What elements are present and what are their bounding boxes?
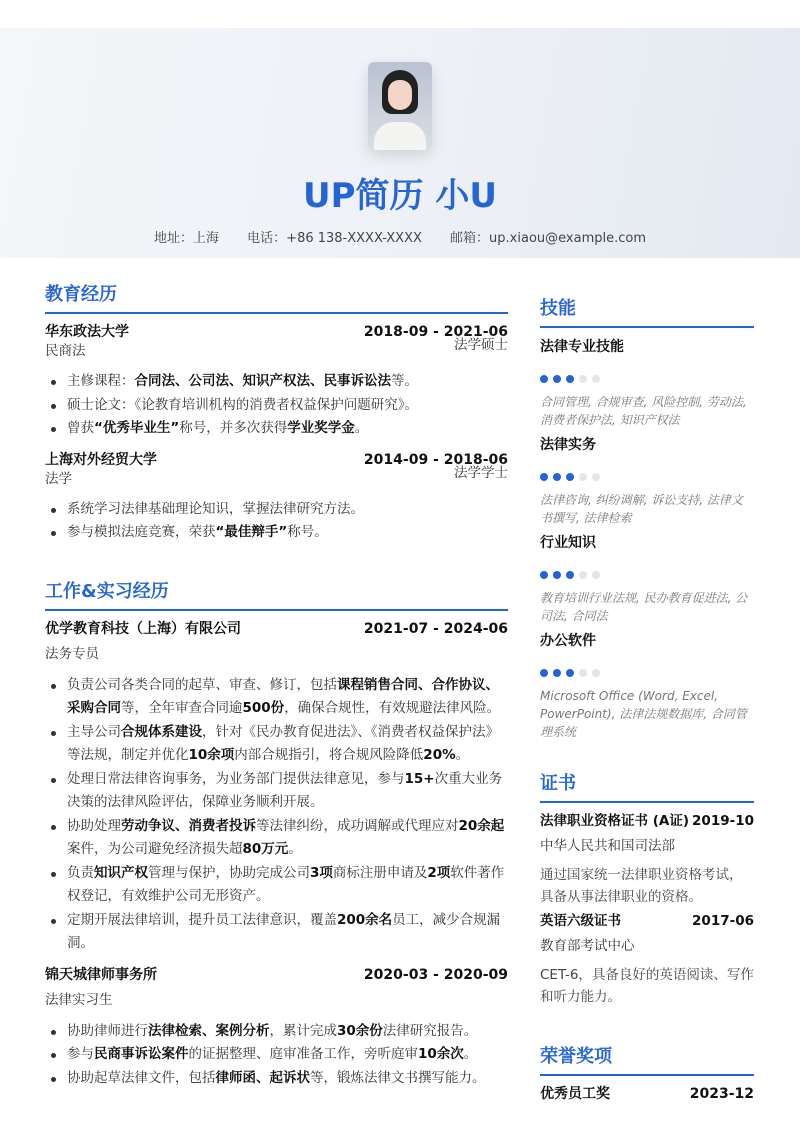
highlight-text: 学业奖学金	[287, 420, 355, 436]
bullet-list	[45, 498, 508, 545]
rating-dot	[540, 571, 548, 579]
education-title: 教育经历	[45, 280, 508, 314]
highlight-text: “优秀毕业生”	[94, 420, 180, 436]
bullet-text: 的证据整理、庭审准备工作，旁听庭审	[188, 1046, 418, 1062]
rating-dot	[553, 375, 561, 383]
certificate-description: CET-6，具备良好的英语阅读、写作和听力能力。	[540, 967, 754, 1005]
rating-dot	[592, 375, 600, 383]
bullet-item	[45, 521, 508, 545]
rating-dot	[579, 669, 587, 677]
certificate-issuer: 教育部考试中心	[540, 938, 635, 954]
rating-dot	[540, 473, 548, 481]
bullet-text: 员工，减少合规漏洞。	[67, 911, 501, 951]
certificate-name: 法律职业资格证书 (A证)	[540, 813, 689, 829]
contact-email: 邮箱：up.xiaou@example.com	[450, 231, 646, 246]
contact-info	[0, 227, 800, 246]
rating-dot	[566, 669, 574, 677]
skill-name: 办公软件	[540, 633, 596, 649]
bullet-text: 等，锻炼法律文书撰写能力。	[310, 1069, 486, 1086]
bullet-text: ，累计完成	[269, 1022, 337, 1039]
contact-address: 地址：上海	[153, 231, 220, 246]
company-name: 优学教育科技（上海）有限公司	[45, 620, 241, 637]
skill-keywords: 教育培训行业法规, 民办教育促进法, 公司法, 合同法	[540, 591, 748, 623]
candidate-name: UP简历 小U	[303, 176, 497, 216]
honors-title: 荣誉奖项	[540, 1042, 754, 1076]
certificate-header	[540, 812, 754, 831]
skill-item	[540, 337, 754, 429]
rating-dot	[553, 571, 561, 579]
rating-dot	[566, 473, 574, 481]
bullet-item	[45, 417, 508, 441]
bullet-item	[45, 1067, 508, 1091]
bullet-item	[45, 394, 508, 418]
bullet-list	[45, 370, 508, 441]
bullet-text: 处理日常法律咨询事务，为业务部门提供法律意见，参与	[67, 770, 405, 787]
bullet-text: 法律研究报告。	[382, 1022, 478, 1039]
certificate-name: 英语六级证书	[540, 913, 621, 929]
bullet-text: 管理与保护，协助完成公司	[148, 864, 310, 881]
rating-dot	[566, 571, 574, 579]
company-name: 锦天城律师事务所	[45, 966, 157, 983]
bullet-item	[45, 909, 508, 956]
skill-level-rating	[540, 473, 754, 481]
bullet-list	[45, 1020, 508, 1091]
date-range: 2014-09 - 2018-06	[363, 451, 508, 468]
highlight-text: 10余项	[188, 747, 235, 763]
highlight-text: 500份	[242, 700, 285, 716]
bullet-item	[45, 1020, 508, 1044]
skill-keywords: Microsoft Office (Word, Excel, PowerPoint), 法律法规数据库, 合同管理系统	[540, 689, 747, 739]
certificate-description: 通过国家统一法律职业资格考试，具备从事法律职业的资格。	[540, 867, 743, 905]
highlight-text: 法律检索、案例分析	[148, 1022, 270, 1039]
bullet-text: ，确保合规性，有效规避法律风险。	[284, 700, 501, 716]
skill-keywords: 合同管理, 合规审查, 风险控制, 劳动法, 消费者保护法, 知识产权法	[540, 395, 747, 427]
school-name: 上海对外经贸大学	[45, 451, 157, 468]
highlight-text: 20%	[423, 747, 456, 763]
education-entry	[45, 323, 508, 441]
highlight-text: 3项	[310, 864, 333, 881]
bullet-text: 称号，并多次获得	[179, 420, 288, 436]
bullet-item	[45, 862, 508, 909]
skills-list	[540, 337, 754, 741]
skill-keywords: 法律咨询, 纠纷调解, 诉讼支持, 法律文书撰写, 法律检索	[540, 493, 743, 525]
bullet-text: 参与	[67, 1046, 94, 1062]
work-entry	[45, 966, 508, 1091]
honors-list	[540, 1085, 754, 1104]
certificates-title: 证书	[540, 769, 754, 803]
bullet-text: 。	[288, 841, 302, 857]
resume-header	[0, 28, 800, 258]
highlight-text: 知识产权	[94, 864, 148, 881]
highlight-text: 课程销售合同、合作协议、采购合同	[67, 676, 499, 716]
profile-photo	[368, 62, 432, 150]
skill-item	[540, 435, 754, 527]
skill-name: 法律实务	[540, 437, 596, 453]
rating-dot	[592, 473, 600, 481]
bullet-text: 。	[455, 747, 470, 763]
skill-level-rating	[540, 375, 754, 383]
rating-dot	[540, 375, 548, 383]
bullet-text: 曾获	[67, 420, 94, 436]
highlight-text: 200余名	[337, 911, 393, 928]
degree: 法学硕士	[454, 337, 508, 353]
rating-dot	[553, 669, 561, 677]
highlight-text: 劳动争议、消费者投诉	[121, 817, 256, 834]
work-entry	[45, 620, 508, 956]
bullet-text: 等法律纠纷，成功调解或代理应对	[256, 817, 459, 834]
certificate-item	[540, 812, 754, 908]
highlight-text: 20余起	[458, 817, 505, 834]
rating-dot	[553, 473, 561, 481]
rating-dot	[566, 375, 574, 383]
main-column	[45, 280, 508, 1100]
bullet-text: 案件，为公司避免经济损失超	[67, 841, 243, 857]
highlight-text: 合同法、公司法、知识产权法、民事诉讼法	[134, 373, 391, 389]
date-range: 2018-09 - 2021-06	[363, 324, 508, 340]
honor-name: 优秀员工奖	[540, 1086, 610, 1102]
bullet-text: 主修课程：	[67, 373, 135, 389]
date-range: 2021-07 - 2024-06	[363, 620, 508, 637]
skill-item	[540, 533, 754, 625]
certificate-date: 2019-10	[692, 813, 754, 829]
bullet-text: 协助处理	[67, 817, 121, 834]
bullet-list	[45, 674, 508, 956]
bullet-text: 等，全年审查合同逾	[121, 700, 243, 716]
certificate-header	[540, 912, 754, 931]
certificate-item	[540, 912, 754, 1008]
education-list	[45, 323, 508, 545]
highlight-text: 30余份	[337, 1022, 383, 1039]
bullet-text: 协助律师进行	[67, 1022, 148, 1039]
bullet-text: 称号。	[287, 524, 328, 540]
bullet-text: 等。	[391, 373, 418, 389]
job-role: 法律实习生	[45, 991, 113, 1008]
bullet-text: 。	[463, 1046, 478, 1062]
degree: 法学学士	[454, 464, 508, 481]
entry-sub	[45, 337, 508, 360]
highlight-text: 80万元	[242, 841, 289, 857]
bullet-item	[45, 498, 508, 522]
rating-dot	[579, 473, 587, 481]
bullet-item	[45, 768, 508, 815]
education-entry	[45, 451, 508, 545]
rating-dot	[540, 669, 548, 677]
bullet-text: 硕士论文：《论教育培训机构的消费者权益保护问题研究》。	[67, 396, 418, 413]
entry-sub	[45, 464, 508, 488]
highlight-text: 律师函、起诉状	[215, 1069, 310, 1086]
bullet-item	[45, 370, 508, 394]
bullet-text: 次重大业务决策的法律风险评估，保障业务顺利开展。	[67, 770, 503, 810]
certificates-list	[540, 812, 754, 1008]
date-range: 2020-03 - 2020-09	[363, 966, 508, 983]
bullet-text: 软件著作权登记，有效维护公司无形资产。	[67, 864, 505, 904]
rating-dot	[579, 571, 587, 579]
bullet-text: 参与模拟法庭竞赛，荣获	[67, 524, 216, 540]
bullet-item	[45, 1043, 508, 1067]
rating-dot	[592, 571, 600, 579]
certificate-issuer: 中华人民共和国司法部	[540, 838, 675, 854]
bullet-text: 负责	[67, 864, 94, 881]
highlight-text: “最佳辩手”	[215, 524, 288, 540]
entry-header	[45, 323, 508, 342]
work-list	[45, 620, 508, 1091]
contact-phone: 电话：+86 138-XXXX-XXXX	[247, 231, 422, 246]
side-column	[540, 294, 754, 1104]
honor-item	[540, 1085, 754, 1104]
skill-name: 行业知识	[540, 535, 596, 551]
skill-item	[540, 631, 754, 741]
job-role: 法务专员	[45, 645, 99, 662]
bullet-text: ，针对《民办教育促进法》、《消费者权益保护法》等法规，制定并优化	[67, 723, 499, 763]
bullet-text: 定期开展法律培训，提升员工法律意识，覆盖	[67, 911, 337, 928]
bullet-item	[45, 721, 508, 768]
skills-title: 技能	[540, 294, 754, 328]
skill-level-rating	[540, 571, 754, 579]
major: 民商法	[45, 343, 86, 359]
school-name: 华东政法大学	[45, 324, 129, 340]
bullet-text: 系统学习法律基础理论知识，掌握法律研究方法。	[67, 500, 364, 517]
rating-dot	[592, 669, 600, 677]
certificate-date: 2017-06	[692, 913, 754, 929]
highlight-text: 15+	[404, 770, 435, 787]
honor-date: 2023-12	[689, 1086, 754, 1102]
highlight-text: 2项	[427, 864, 451, 881]
entry-header	[45, 966, 508, 985]
bullet-text: 协助起草法律文件，包括	[67, 1069, 216, 1086]
highlight-text: 合规体系建设	[121, 723, 202, 740]
bullet-text: 主导公司	[67, 723, 121, 740]
bullet-text: 负责公司各类合同的起草、审查、修订，包括	[67, 676, 337, 693]
bullet-item	[45, 815, 508, 862]
work-title: 工作&实习经历	[45, 577, 508, 611]
bullet-item	[45, 674, 508, 721]
bullet-text: 商标注册申请及	[332, 864, 428, 881]
entry-header	[45, 451, 508, 470]
highlight-text: 民商事诉讼案件	[94, 1046, 189, 1062]
bullet-text: 。	[354, 420, 369, 436]
rating-dot	[579, 375, 587, 383]
entry-header	[45, 620, 508, 639]
major: 法学	[45, 470, 72, 487]
highlight-text: 10余次	[418, 1046, 464, 1062]
bullet-text: 内部合规指引，将合规风险降低	[234, 747, 424, 763]
skill-name: 法律专业技能	[540, 339, 624, 355]
skill-level-rating	[540, 669, 754, 677]
